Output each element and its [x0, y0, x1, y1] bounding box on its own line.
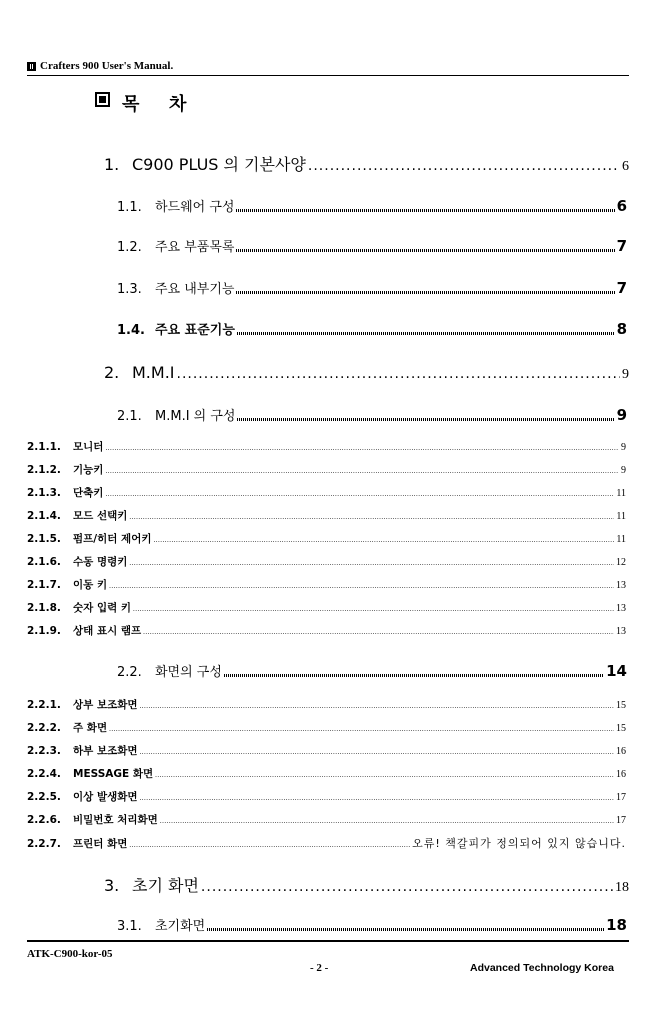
toc-entry-2-1-1[interactable] [27, 439, 626, 454]
toc-label: 초기 화면 [132, 876, 199, 895]
toc-page: 9 [621, 465, 626, 476]
toc-page: 7 [616, 237, 627, 255]
toc-label: 기능키 [73, 464, 104, 476]
toc-num: 2.2. [117, 665, 142, 680]
toc-leader [133, 602, 614, 614]
toc-leader [224, 674, 604, 677]
toc-page: 13 [616, 626, 626, 637]
toc-page: 8 [616, 320, 627, 338]
toc-num: 2.1.7. [27, 579, 61, 591]
company-name: Advanced Technology Korea [470, 962, 614, 974]
toc-leader [201, 876, 613, 895]
toc-title-part1: 목 [122, 94, 140, 115]
toc-entry-2-1-2[interactable] [27, 462, 626, 477]
toc-leader [177, 363, 621, 382]
toc-entry-2-2-1[interactable] [27, 697, 626, 712]
toc-page: 11 [616, 534, 626, 545]
toc-entry-2-2-4[interactable] [27, 766, 626, 781]
toc-num: 1.3. [117, 282, 142, 297]
toc-entry-3-1[interactable] [117, 915, 627, 934]
toc-page: 18 [606, 916, 627, 934]
toc-leader [140, 699, 614, 711]
toc-entry-2-1-7[interactable] [27, 577, 626, 592]
toc-num: 3. [104, 876, 120, 895]
toc-entry-2-1-6[interactable] [27, 554, 626, 569]
toc-entry-2-2-3[interactable] [27, 743, 626, 758]
toc-leader [140, 791, 614, 803]
toc-page: 6 [622, 159, 629, 174]
toc-num: 1.1. [117, 200, 142, 215]
toc-leader [237, 418, 614, 421]
toc-num: 1.4. [117, 323, 145, 338]
toc-num: 2.2.4. [27, 768, 61, 780]
toc-page: 13 [616, 603, 626, 614]
toc-entry-2-1-5[interactable] [27, 531, 626, 546]
toc-label: 주요 내부기능 [155, 282, 235, 297]
toc-num: 2.1.8. [27, 602, 61, 614]
toc-leader [105, 441, 619, 453]
toc-leader [160, 814, 614, 826]
toc-entry-1-1[interactable] [117, 196, 627, 215]
toc-num: 2.2.5. [27, 791, 61, 803]
toc-label: 숫자 입력 키 [73, 602, 132, 614]
toc-entry-2-2-7[interactable] [27, 835, 626, 851]
toc-num: 3.1. [117, 919, 142, 934]
toc-num: 2.1. [117, 409, 142, 424]
toc-page-error: 오류! 책갈피가 정의되어 있지 않습니다. [412, 837, 626, 850]
toc-entry-1-2[interactable] [117, 236, 627, 255]
toc-label: 단축키 [73, 487, 104, 499]
toc-page: 15 [616, 700, 626, 711]
toc-page: 15 [616, 723, 626, 734]
toc-page: 7 [616, 279, 627, 297]
toc-leader [140, 745, 614, 757]
toc-label: 화면의 구성 [155, 665, 222, 680]
toc-page: 12 [616, 557, 626, 568]
toc-entry-1[interactable] [104, 152, 629, 175]
toc-page: 9 [622, 367, 629, 382]
toc-entry-2-1[interactable] [117, 405, 627, 424]
toc-num: 2.1.9. [27, 625, 61, 637]
toc-label: M.M.I 의 구성 [155, 409, 236, 424]
toc-page: 17 [616, 815, 626, 826]
toc-page: 16 [616, 746, 626, 757]
toc-label: 주요 표준기능 [155, 323, 235, 338]
toc-leader [129, 556, 614, 568]
toc-page: 11 [616, 488, 626, 499]
toc-leader [105, 464, 619, 476]
toc-leader [236, 291, 614, 294]
toc-label: 상부 보조화면 [73, 699, 138, 711]
toc-num: 1. [104, 155, 120, 174]
toc-entry-3[interactable] [104, 873, 629, 896]
toc-entry-1-3[interactable] [117, 278, 627, 297]
toc-leader [207, 928, 604, 931]
doc-code: ATK-C900-kor-05 [27, 948, 113, 960]
toc-num: 1.2. [117, 240, 142, 255]
page-header [27, 58, 629, 78]
toc-page: 17 [616, 792, 626, 803]
toc-num: 2.1.2. [27, 464, 61, 476]
toc-leader [105, 487, 614, 499]
toc-label: 하드웨어 구성 [155, 200, 235, 215]
toc-label: 주 화면 [73, 722, 108, 734]
toc-num: 2. [104, 363, 120, 382]
toc-leader [237, 332, 615, 335]
toc-page: 11 [616, 511, 626, 522]
toc-label: 이상 발생화면 [73, 791, 138, 803]
toc-leader [109, 722, 614, 734]
toc-num: 2.1.5. [27, 533, 61, 545]
footer-rule [27, 940, 629, 942]
toc-label: 모드 선택키 [73, 510, 128, 522]
toc-num: 2.2.3. [27, 745, 61, 757]
toc-leader [308, 155, 620, 174]
toc-label: 하부 보조화면 [73, 745, 138, 757]
toc-num: 2.2.7. [27, 838, 61, 850]
toc-label: 이동 키 [73, 579, 108, 591]
toc-leader [109, 579, 614, 591]
toc-entry-2-2-6[interactable] [27, 812, 626, 827]
toc-entry-2-1-3[interactable] [27, 485, 626, 500]
toc-leader [143, 625, 614, 637]
toc-leader [129, 510, 614, 522]
manual-title: Crafters 900 User's Manual. [40, 60, 174, 72]
toc-label: 초기화면 [155, 919, 206, 934]
toc-label: 수동 명령키 [73, 556, 128, 568]
page-number: - 2 - [310, 962, 329, 974]
header-rule [27, 75, 629, 76]
toc-page: 9 [616, 406, 627, 424]
toc-num: 2.1.3. [27, 487, 61, 499]
toc-label: 상태 표시 램프 [73, 625, 142, 637]
toc-page: 6 [616, 197, 627, 215]
toc-page: 18 [615, 880, 629, 895]
toc-label: M.M.I [132, 363, 175, 382]
toc-title-part2: 차 [169, 94, 187, 115]
toc-num: 2.2.2. [27, 722, 61, 734]
toc-entry-2-2-2[interactable] [27, 720, 626, 735]
toc-label: C900 PLUS 의 기본사양 [132, 155, 306, 174]
toc-page: 13 [616, 580, 626, 591]
toc-num: 2.2.6. [27, 814, 61, 826]
toc-label: 프린터 화면 [73, 838, 128, 850]
toc-leader [129, 838, 410, 850]
toc-leader [154, 533, 615, 545]
toc-entry-2[interactable] [104, 363, 629, 383]
toc-leader [236, 249, 614, 252]
toc-entry-2-1-9[interactable] [27, 623, 626, 638]
toc-page: 16 [616, 769, 626, 780]
toc-label: 주요 부품목록 [155, 240, 235, 255]
toc-num: 2.1.1. [27, 441, 61, 453]
toc-square-icon [95, 92, 110, 107]
toc-page: 14 [606, 662, 627, 680]
toc-entry-2-2[interactable] [117, 661, 627, 680]
toc-entry-1-4[interactable] [117, 319, 627, 338]
toc-label: 펌프/히터 제어키 [73, 533, 152, 545]
toc-label: 모니터 [73, 441, 104, 453]
toc-leader [155, 768, 614, 780]
toc-entry-2-2-5[interactable] [27, 789, 626, 804]
toc-num: 2.2.1. [27, 699, 61, 711]
toc-page: 9 [621, 442, 626, 453]
toc-label: MESSAGE 화면 [73, 768, 154, 780]
toc-entry-2-1-4[interactable] [27, 508, 626, 523]
toc-leader [236, 209, 614, 212]
toc-entry-2-1-8[interactable] [27, 600, 626, 615]
toc-num: 2.1.4. [27, 510, 61, 522]
header-square-icon [27, 62, 36, 71]
toc-label: 비밀번호 처리화면 [73, 814, 158, 826]
toc-num: 2.1.6. [27, 556, 61, 568]
